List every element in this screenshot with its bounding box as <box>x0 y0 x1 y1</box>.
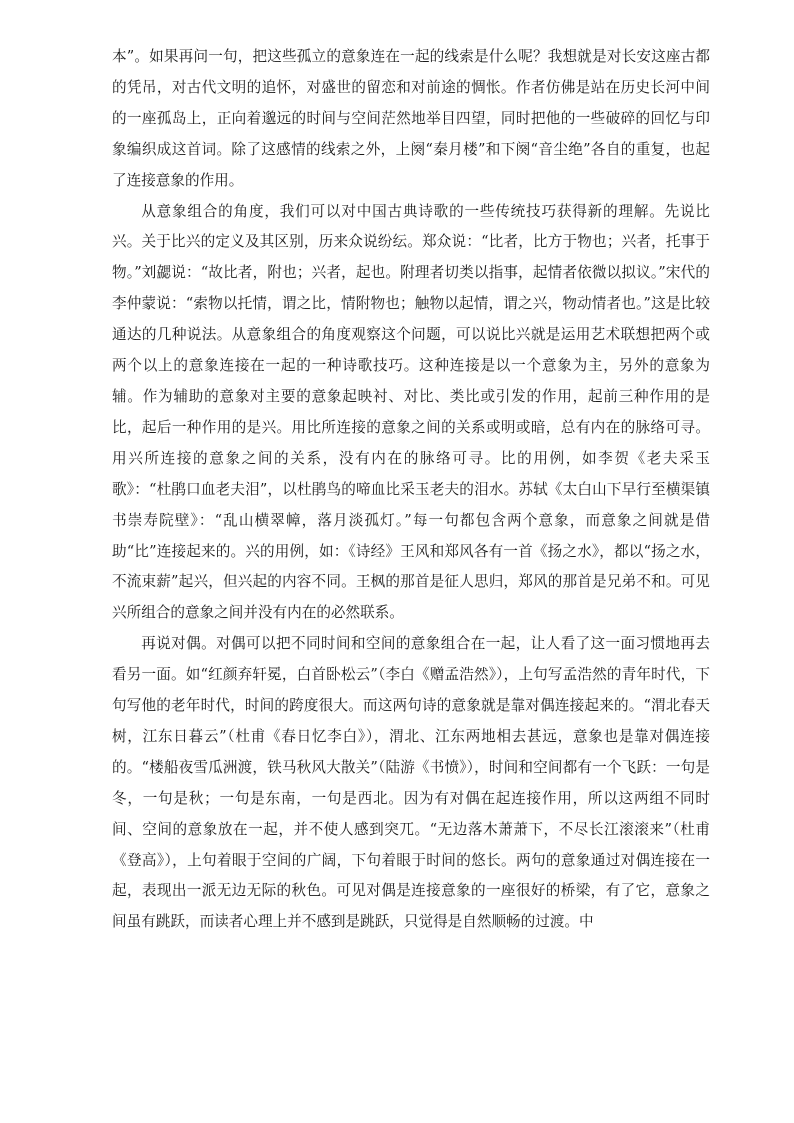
paragraph-1: 本”。如果再问一句，把这些孤立的意象连在一起的线索是什么呢？我想就是对长安这座古都的凭吊，对古代文明的追怀，对盛世的留恋和对前途的惆怅。作者仿佛是站在历史长河中间的一座孤岛上，正向着邈远的时间与空间茫然地举目四望，同时把他的一些破碎的回忆与印象编织成这首词。除了这感情的线索之外，上阕“秦月楼”和下阕“音尘绝”各自的重复，也起了连接意象的作用。 <box>112 48 710 189</box>
paragraph-3: 再说对偶。对偶可以把不同时间和空间的意象组合在一起，让人看了这一面习惯地再去看另一面。如“红颜弃轩冕，白首卧松云”（李白《赠孟浩然》），上句写孟浩然的青年时代，下句写他的老年时代，时间的跨度很大。而这两句诗的意象就是靠对偶连接起来的。“渭北春天树，江东日暮云”（杜甫《春日忆李白》），渭北、江东两地相去甚远，意象也是靠对偶连接的。“楼船夜雪瓜洲渡，铁马秋风大散关”（陆游《书愤》），时间和空间都有一个飞跃：一句是冬，一句是秋；一句是东南，一句是西北。因为有对偶在起连接作用，所以这两组不同时间、空间的意象放在一起，并不使人感到突兀。“无边落木萧萧下，不尽长江滚滚来”（杜甫《登高》），上句着眼于空间的广阔，下句着眼于时间的悠长。两句的意象通过对偶连接在一起，表现出一派无边无际的秋色。可见对偶是连接意象的一座很好的桥梁，有了它，意象之间虽有跳跃，而读者心理上并不感到是跳跃，只觉得是自然顺畅的过渡。中 <box>112 635 710 931</box>
paragraph-2: 从意象组合的角度，我们可以对中国古典诗歌的一些传统技巧获得新的理解。先说比兴。关于比兴的定义及其区别，历来众说纷纭。郑众说：“比者，比方于物也；兴者，托事于物。”刘勰说：“故比者，附也；兴者，起也。附理者切类以指事，起情者依微以拟议。”宋代的李仲蒙说：“索物以托情，谓之比，情附物也；触物以起情，谓之兴，物动情者也。”这是比较通达的几种说法。从意象组合的角度观察这个问题，可以说比兴就是运用艺术联想把两个或两个以上的意象连接在一起的一种诗歌技巧。这种连接是以一个意象为主，另外的意象为辅。作为辅助的意象对主要的意象起映衬、对比、类比或引发的作用，起前三种作用的是比，起后一种作用的是兴。用比所连接的意象之间的关系或明或暗，总有内在的脉络可寻。用兴所连接的意象之间的关系，没有内在的脉络可寻。比的用例，如李贺《老夫采玉歌》：“杜鹃口血老夫泪”，以杜鹃鸟的啼血比采玉老夫的泪水。苏轼《太白山下早行至横渠镇书崇寿院壁》：“乱山横翠幛，落月淡孤灯。”每一句都包含两个意象，而意象之间就是借助“比”连接起来的。兴的用例，如：《诗经》王风和郑风各有一首《扬之水》，都以“扬之水，不流束薪”起兴，但兴起的内容不同。王枫的那首是征人思归，郑风的那首是兄弟不和。可见兴所组合的意象之间并没有内在的必然联系。 <box>112 202 710 622</box>
article-body <box>112 42 710 938</box>
